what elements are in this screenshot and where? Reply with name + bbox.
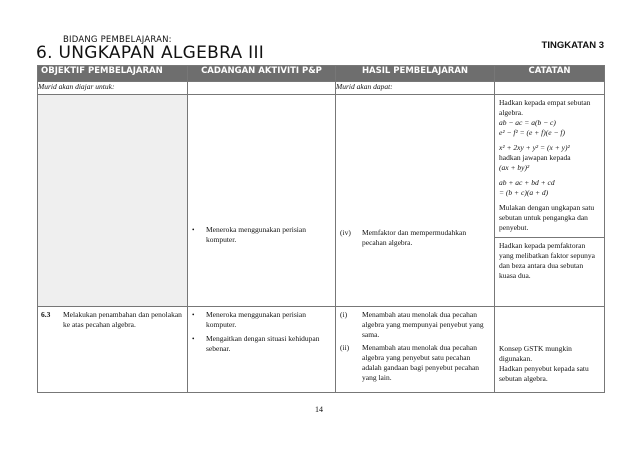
note-text: hadkan jawapan kepada (499, 153, 571, 162)
list-item (340, 310, 490, 340)
activities-cell (188, 95, 336, 307)
sub-blank-2 (495, 82, 605, 95)
notes-cell (495, 307, 605, 393)
formula: ab + ac + bd + cd (499, 178, 555, 187)
outcome-cell (336, 95, 495, 307)
formula: ab − ac = a(b − c) (499, 118, 556, 127)
objective-cell (38, 307, 188, 393)
list-item (340, 343, 490, 383)
outcome-number: (ii) (340, 343, 350, 352)
bullet: • (192, 311, 195, 319)
formula: (ax + by)² (499, 163, 530, 172)
col-notes: CATATAN (495, 66, 605, 82)
bullet: • (192, 335, 195, 343)
form-label: TINGKATAN 3 (541, 40, 604, 51)
list-item (188, 334, 335, 354)
bullet: • (192, 226, 195, 234)
outcome-number: (iv) (340, 228, 351, 237)
objective-number: 6.3 (41, 310, 51, 319)
col-activities: CADANGAN AKTIVITI P&P (188, 66, 336, 82)
note-text: Mulakan dengan ungkapan satu sebutan untuk pengangka dan penyebut. (499, 203, 595, 232)
outcome-cell (336, 307, 495, 393)
note-text: Hadkan penyebut kepada satu sebutan algebra. (499, 364, 589, 383)
formula: x² + 2xy + y² = (x + y)² (499, 143, 570, 152)
table-row (38, 95, 605, 307)
activity-text: Meneroka menggunakan perisian komputer. (206, 310, 306, 329)
objective-text: Melakukan penambahan dan penolakan ke atas pecahan algebra. (63, 310, 182, 329)
note-text: Konsep GSTK mungkin digunakan. (499, 344, 572, 363)
table-header (38, 66, 605, 82)
sub-right: Murid akan dapat: (336, 82, 495, 95)
table-subheader (38, 82, 605, 95)
sub-left: Murid akan diajar untuk: (38, 82, 188, 95)
activity-text: Mengaitkan dengan situasi kehidupan sebenar. (206, 334, 320, 353)
note-text: Hadkan kepada pemfaktoran yang melibatkan faktor sepunya dan beza antara dua sebutan kuasa dua. (499, 241, 596, 280)
list-item (188, 225, 335, 245)
col-outcomes: HASIL PEMBELAJARAN (336, 66, 495, 82)
activities-cell (188, 307, 336, 393)
outcome-text: Menambah atau menolak dua pecahan algebra yang mempunyai penyebut yang sama. (362, 310, 484, 339)
list-item (340, 228, 490, 248)
sub-blank (188, 82, 336, 95)
outcome-text: Memfaktor dan mempermudahkan pecahan algebra. (362, 228, 467, 247)
subject-label: BIDANG PEMBELAJARAN: (63, 35, 172, 45)
page-number: 14 (315, 405, 323, 414)
objective-cell (38, 95, 188, 307)
list-item (188, 310, 335, 330)
formula: e² − f² = (e + f)(e − f) (499, 128, 565, 137)
table-row (38, 307, 605, 393)
outcome-text: Menambah atau menolak dua pecahan algebra yang penyebut satu pecahan adalah gandaan bagi penyebut pecahan yang lain. (362, 343, 480, 382)
note-text: Hadkan kepada empat sebutan algebra. (499, 98, 591, 117)
notes-cell (495, 95, 605, 307)
outcome-number: (i) (340, 310, 348, 319)
page-title: 6. UNGKAPAN ALGEBRA III (36, 43, 265, 63)
col-objective: OBJEKTIF PEMBELAJARAN (38, 66, 188, 82)
activity-text: Meneroka menggunakan perisian komputer. (206, 225, 306, 244)
formula: = (b + c)(a + d) (499, 188, 549, 197)
syllabus-table (37, 65, 605, 393)
